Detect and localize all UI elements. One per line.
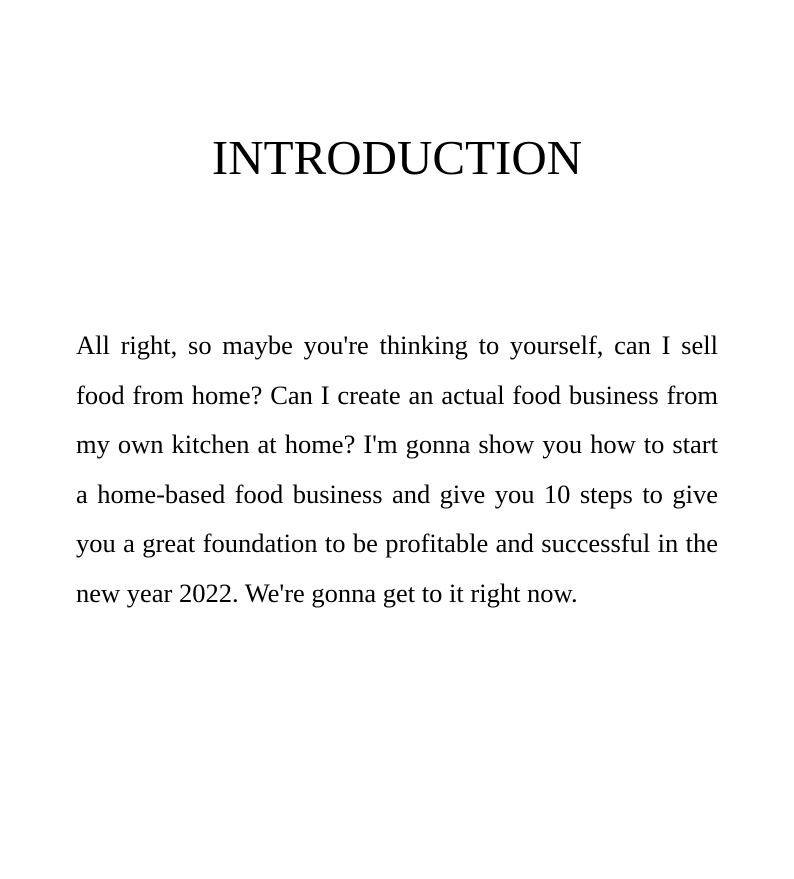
page-title: INTRODUCTION bbox=[211, 130, 583, 185]
body-paragraph: All right, so maybe you're thinking to yourself, can I sell food from home? Can I create an actual food business from my own kitchen at home? I'm gonna show you how to start a home-based food business and give you 10 steps to give you a great foundation to be profitable and successful in the new year 2022. We're gonna get to it right now. bbox=[76, 330, 718, 608]
